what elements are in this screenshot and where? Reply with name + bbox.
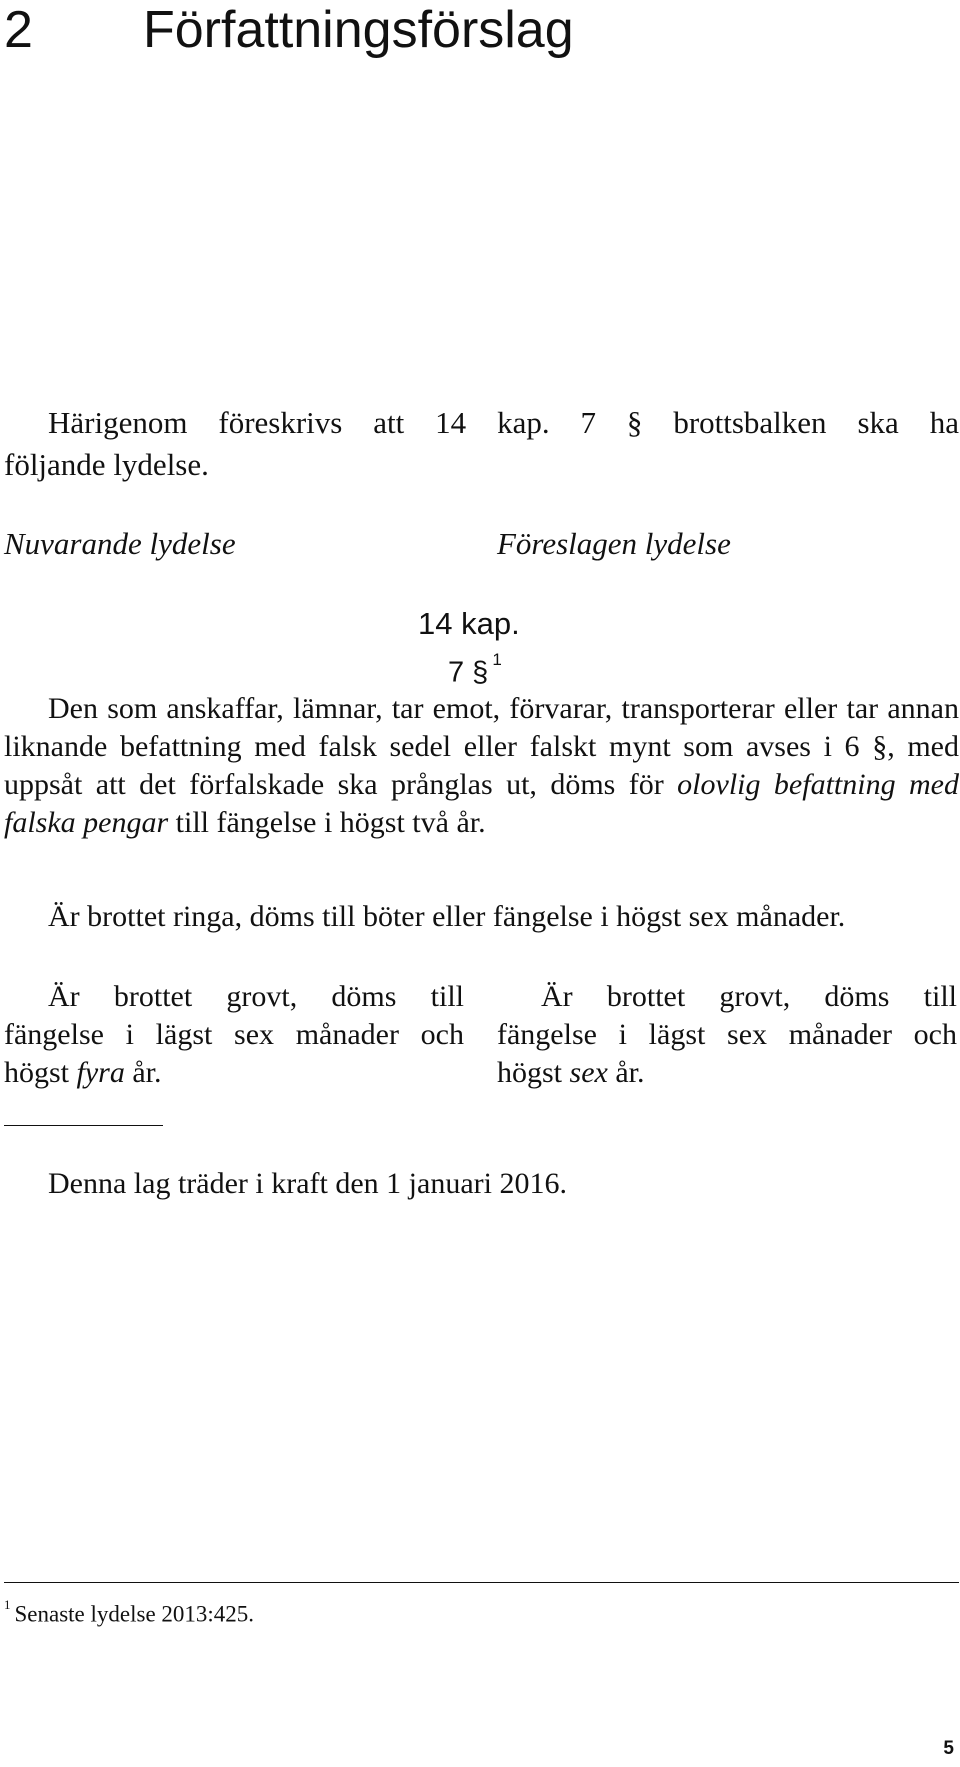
paragraph-3-current-text: Är brottet grovt, döms till fängelse i lägst sex månader och högst [4,980,464,1089]
chapter-label: 14 kap. [418,606,520,641]
page-heading [4,0,574,60]
paragraph-3-current [4,978,464,1092]
section-number: 7 § [448,656,489,689]
intro-word: § [626,405,643,440]
paragraph-1 [4,690,959,842]
intro-word: att [373,405,405,440]
intro-word: 7 [580,405,596,440]
intro-word: ska [857,405,899,440]
intro-word: brottsbalken [673,405,827,440]
heading-title: Författningsförslag [143,1,574,59]
paragraph-1-tail: till fängelse i högst två år. [168,806,486,839]
intro-line-2: följande lydelse. [4,447,209,482]
intro-word: 14 [435,405,467,440]
paragraph-3-proposed [497,978,957,1092]
footnote-rule [4,1582,959,1583]
proposed-max-penalty: sex [569,1056,608,1089]
footnote-number: 1 [4,1597,11,1612]
footnote-text: Senaste lydelse 2013:425. [14,1601,255,1627]
current-max-penalty: fyra [76,1056,125,1089]
column-header-proposed: Föreslagen lydelse [497,526,731,561]
transition-provision: Denna lag träder i kraft den 1 januari 2016. [48,1167,567,1200]
heading-number: 2 [4,1,33,59]
page-number: 5 [943,1738,954,1759]
paragraph-3-proposed-text: Är brottet grovt, döms till fängelse i lägst sex månader och högst [497,980,957,1089]
column-header-current: Nuvarande lydelse [4,526,236,561]
offence-name: olovlig befattning med falska pengar [4,768,959,839]
separator-rule [4,1125,163,1126]
intro-word: Härigenom [48,405,188,440]
section-label [448,646,502,693]
paragraph-3-current-tail: år. [124,1056,162,1089]
footnote-reference: 1 [492,650,502,669]
intro-word: föreskrivs [218,405,343,440]
intro-word: ha [929,405,959,440]
footnote [4,1594,254,1630]
intro-line-1 [4,402,959,444]
paragraph-3-proposed-tail: år. [607,1056,645,1089]
intro-word: kap. [497,405,550,440]
paragraph-1-text: Den som anskaffar, lämnar, tar emot, förvarar, transporterar eller tar annan liknande befattning med falsk sedel eller falskt mynt som avses i 6 §, med uppsåt att det förfalskade ska prånglas ut, döms för [4,692,959,801]
paragraph-2: Är brottet ringa, döms till böter eller fängelse i högst sex månader. [48,900,846,933]
intro-paragraph [4,402,959,486]
